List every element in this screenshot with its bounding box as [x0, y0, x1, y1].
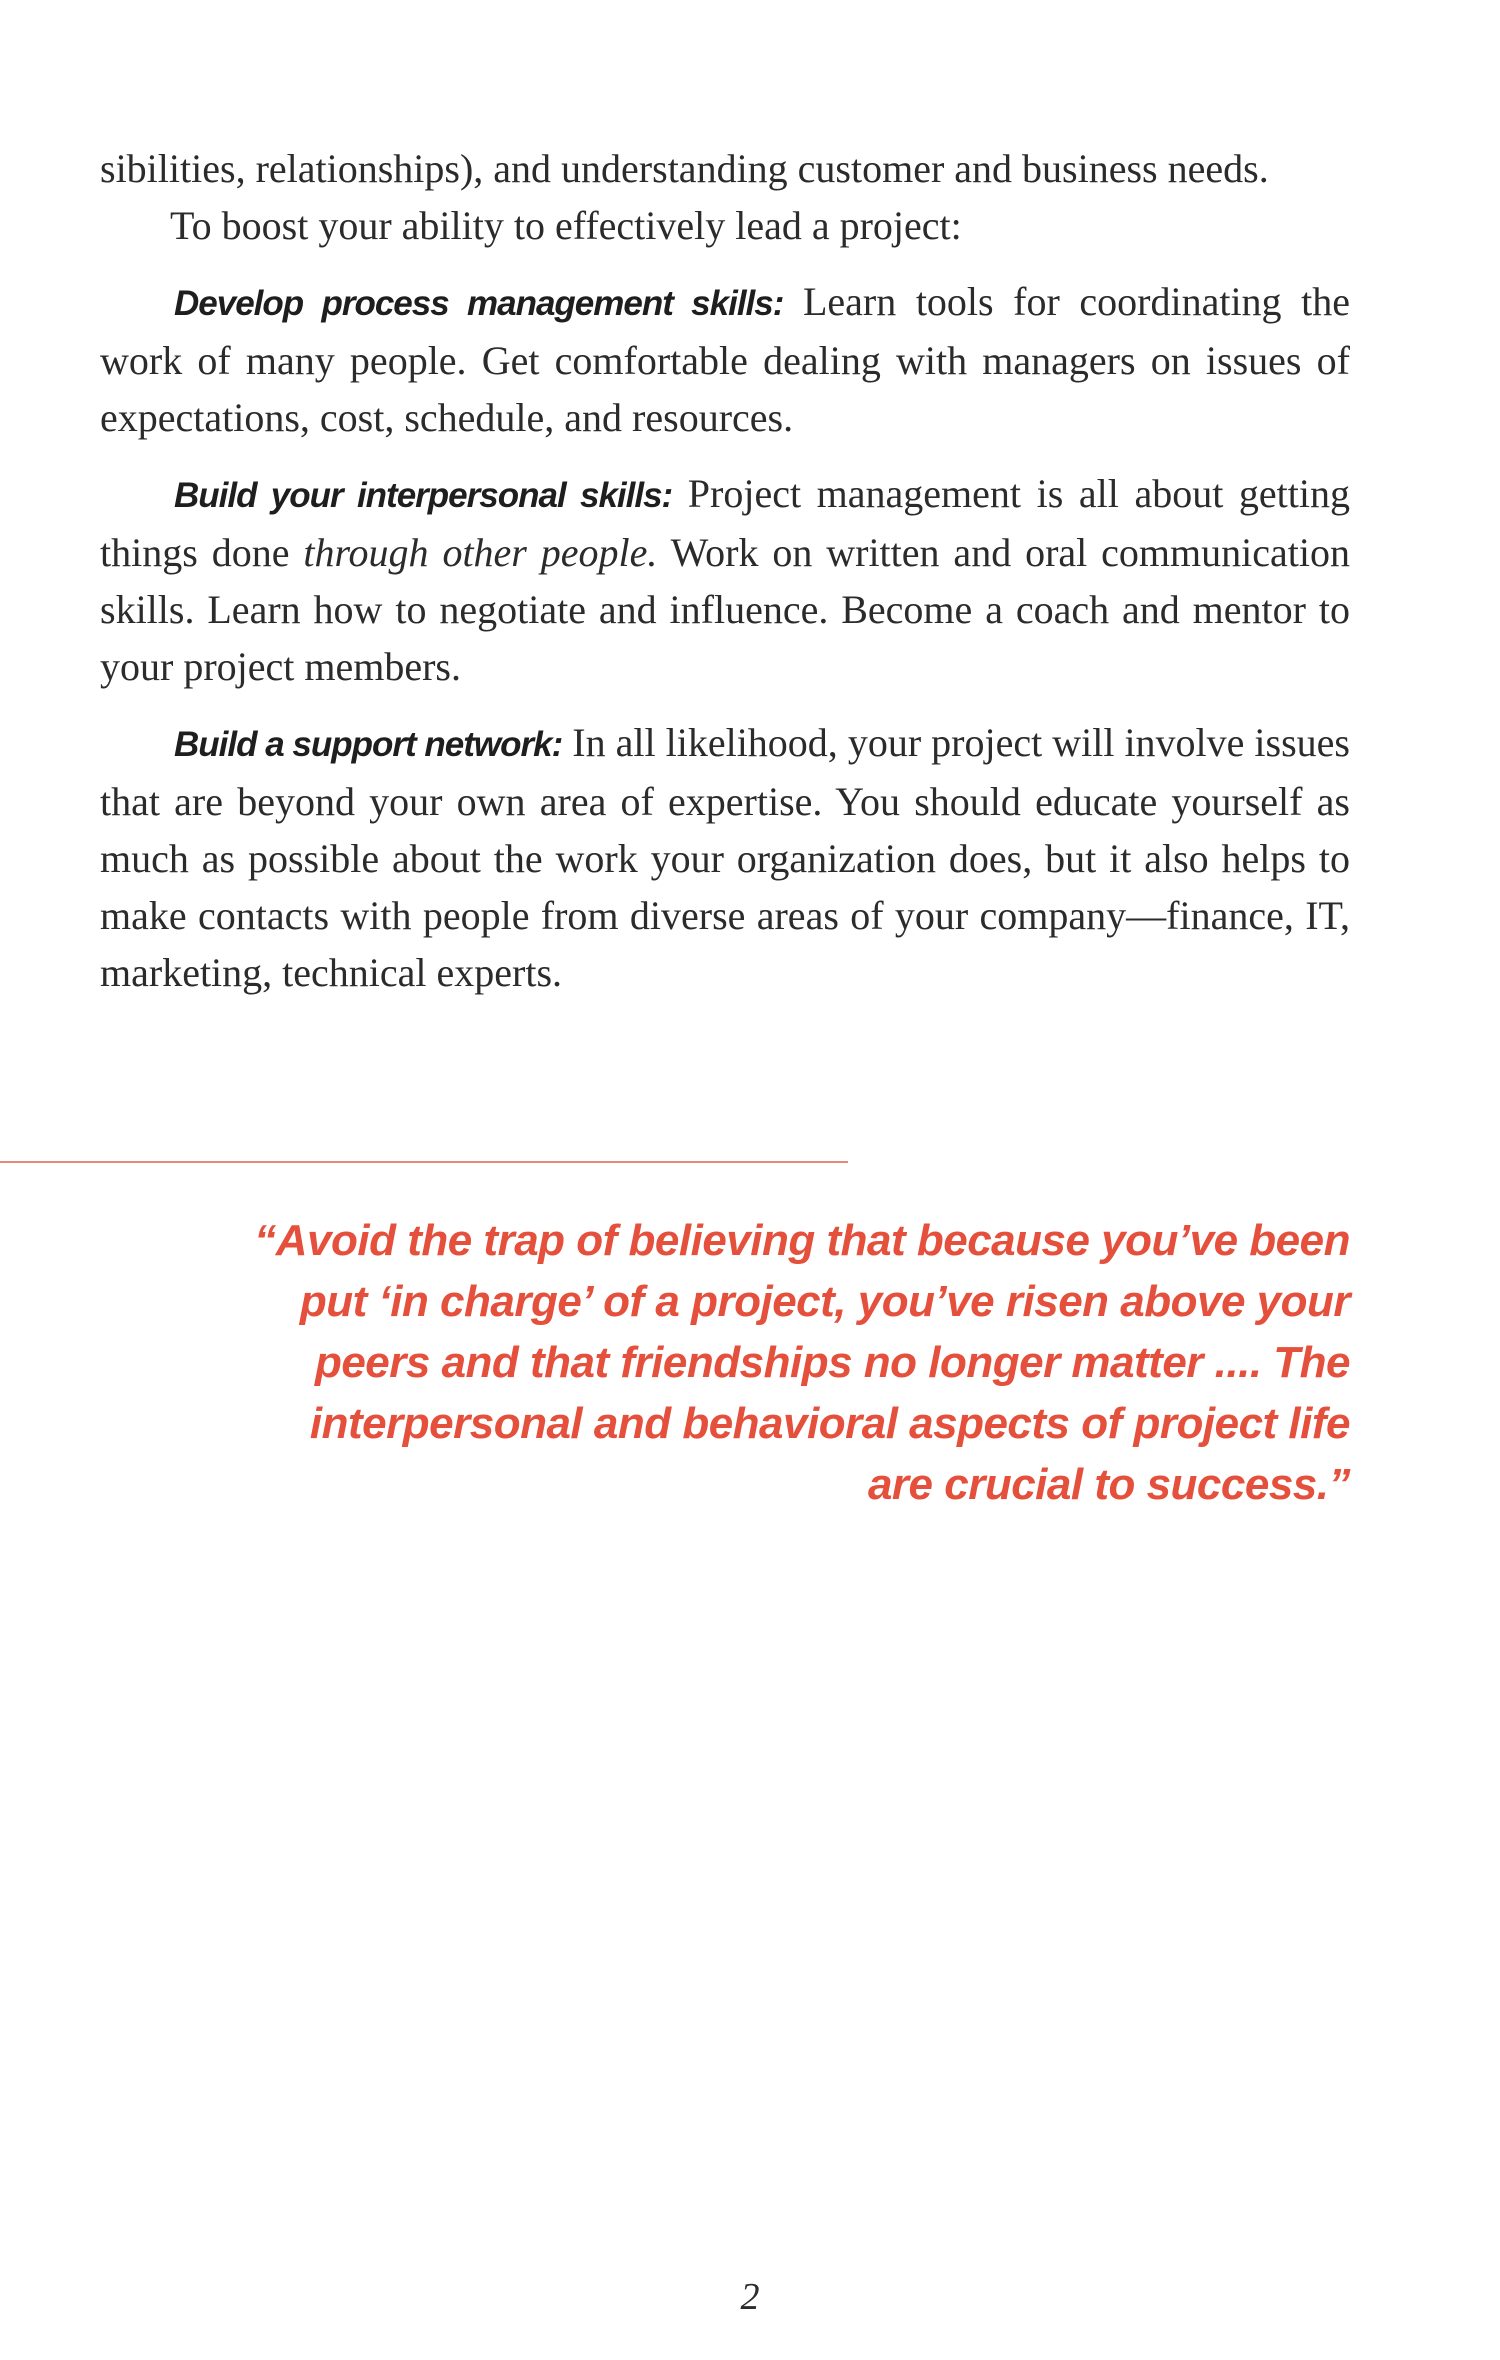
page-number: 2	[740, 2276, 760, 2318]
tip-heading: Develop process management skills:	[174, 284, 784, 323]
continued-paragraph-text: sibilities, relationships), and understanding customer and business needs.	[100, 146, 1269, 191]
pull-quote-line: “Avoid the trap of believing that because you’ve been	[254, 1216, 1350, 1265]
tip-emphasis: through other people.	[303, 530, 658, 575]
pull-quote	[240, 1210, 1350, 1515]
tip-support-network	[100, 714, 1350, 1001]
tip-text: Work on written and oral communication skills. Learn how to negotiate and influence. Become a coach and mentor to your project members.	[100, 530, 1350, 689]
pull-quote-line: interpersonal and behavioral aspects of project life	[309, 1399, 1350, 1448]
continued-paragraph	[100, 140, 1350, 197]
tip-heading: Build a support network:	[174, 725, 563, 764]
intro-paragraph	[100, 197, 1350, 254]
pull-quote-line: are crucial to success.”	[867, 1460, 1350, 1509]
pull-quote-line: peers and that friendships no longer matter .... The	[314, 1338, 1350, 1387]
tip-text: In all likelihood, your project will involve issues that are beyond your own area of expertise. You should educate yourself as much as possible about the work your organization does, but it also helps to make contacts with people from diverse areas of your company—finance, IT, marketing, technical experts.	[100, 720, 1351, 995]
tip-heading: Build your interpersonal skills:	[174, 476, 673, 515]
intro-paragraph-text: To boost your ability to effectively lead a project:	[170, 203, 962, 248]
tip-text: Project management is all about getting things done	[100, 471, 1350, 575]
pull-quote-line: put ‘in charge’ of a project, you’ve risen above your	[299, 1277, 1350, 1326]
tip-process-management	[100, 273, 1350, 446]
tip-interpersonal-skills	[100, 465, 1350, 695]
body-text	[100, 140, 1350, 1001]
tip-text: Learn tools for coordinating the work of many people. Get comfortable dealing with managers on issues of expectations, cost, schedule, and resources.	[100, 279, 1350, 440]
divider-rule	[0, 1161, 848, 1163]
